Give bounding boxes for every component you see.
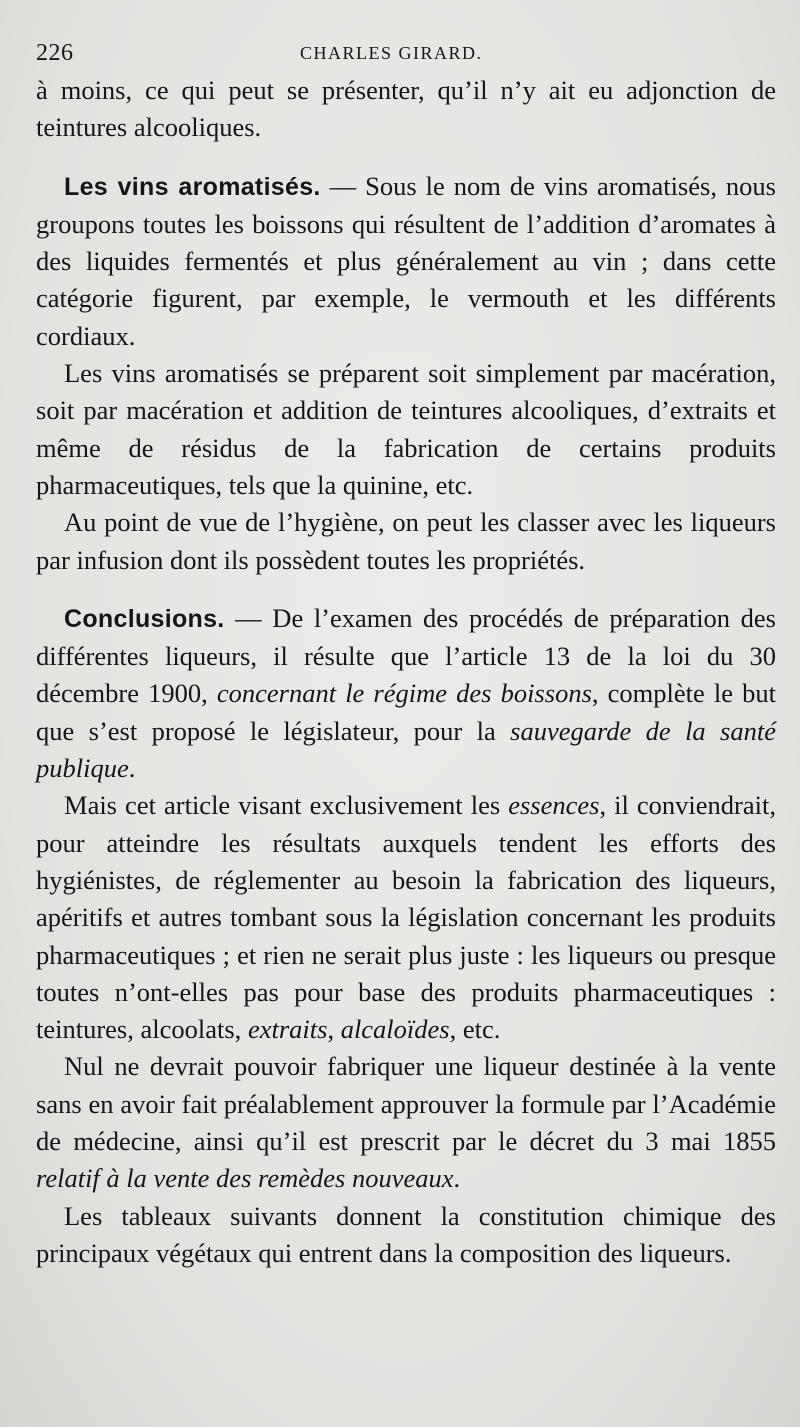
book-page: [36, 32, 776, 1272]
paragraph-vins-aromatises: Les vins aromatisés. — Sous le nom de vins aromatisés, nous groupons toutes les boissons qui résultent de l’addition d’aromates à des liquides fermentés et plus généralement au vin ; dans cette catégorie figurent, par exemple, le vermouth et les différents cordiaux.: [36, 170, 776, 351]
paragraph-academie: Nul ne devrait pouvoir fabriquer une liqueur destinée à la vente sans en avoir fait préalablement approuver la formule par l’Académie de médecine, ainsi qu’il est prescrit par le décret du 3 mai 1855 relatif à la vente des remèdes nouveaux.: [36, 1051, 776, 1194]
paragraph-preparation: Les vins aromatisés se préparent soit simplement par macération, soit par macération et addition de teintures alcooliques, d’extraits et même de résidus de la fabrication de certains produits pharmaceutiques, tels que la quinine, etc.: [36, 358, 776, 500]
section-heading-vins-aromatises: Les vins aromatisés.: [64, 172, 321, 201]
paragraph-essences: Mais cet article visant exclusivement les essences, il conviendrait, pour atteindre les résultats auxquels tendent les efforts des hygiénistes, de réglementer au besoin la fabrication des liqueurs, apéritifs et autres tombant sous la législation concernant les produits pharmaceutiques ; et rien ne serait plus juste : les liqueurs ou presque toutes n’ont-elles pas pour base des produits pharmaceutiques : teintures, alcoolats, extraits, alcaloïdes, etc.: [36, 790, 776, 1045]
running-head: [36, 32, 776, 72]
paragraph-hygiene: Au point de vue de l’hygiène, on peut les classer avec les liqueurs par infusion dont ils possèdent toutes les propriétés.: [36, 507, 776, 575]
running-title: CHARLES GIRARD.: [300, 43, 483, 63]
page-number: 226: [36, 40, 74, 66]
paragraph-tableaux: Les tableaux suivants donnent la constitution chimique des principaux végétaux qui entrent dans la composition des liqueurs.: [36, 1200, 776, 1268]
section-heading-conclusions: Conclusions.: [64, 604, 225, 633]
body-text: [36, 72, 776, 1272]
paragraph-continuation: à moins, ce qui peut se présenter, qu’il n’y ait eu adjonction de teintures alcooliques.: [36, 75, 776, 143]
paragraph-conclusions: Conclusions. — De l’examen des procédés de préparation des différentes liqueurs, il résulte que l’article 13 de la loi du 30 décembre 1900, concernant le régime des boissons, complète le but que s’est proposé le législateur, pour la sauvegarde de la santé publique.: [36, 602, 776, 784]
